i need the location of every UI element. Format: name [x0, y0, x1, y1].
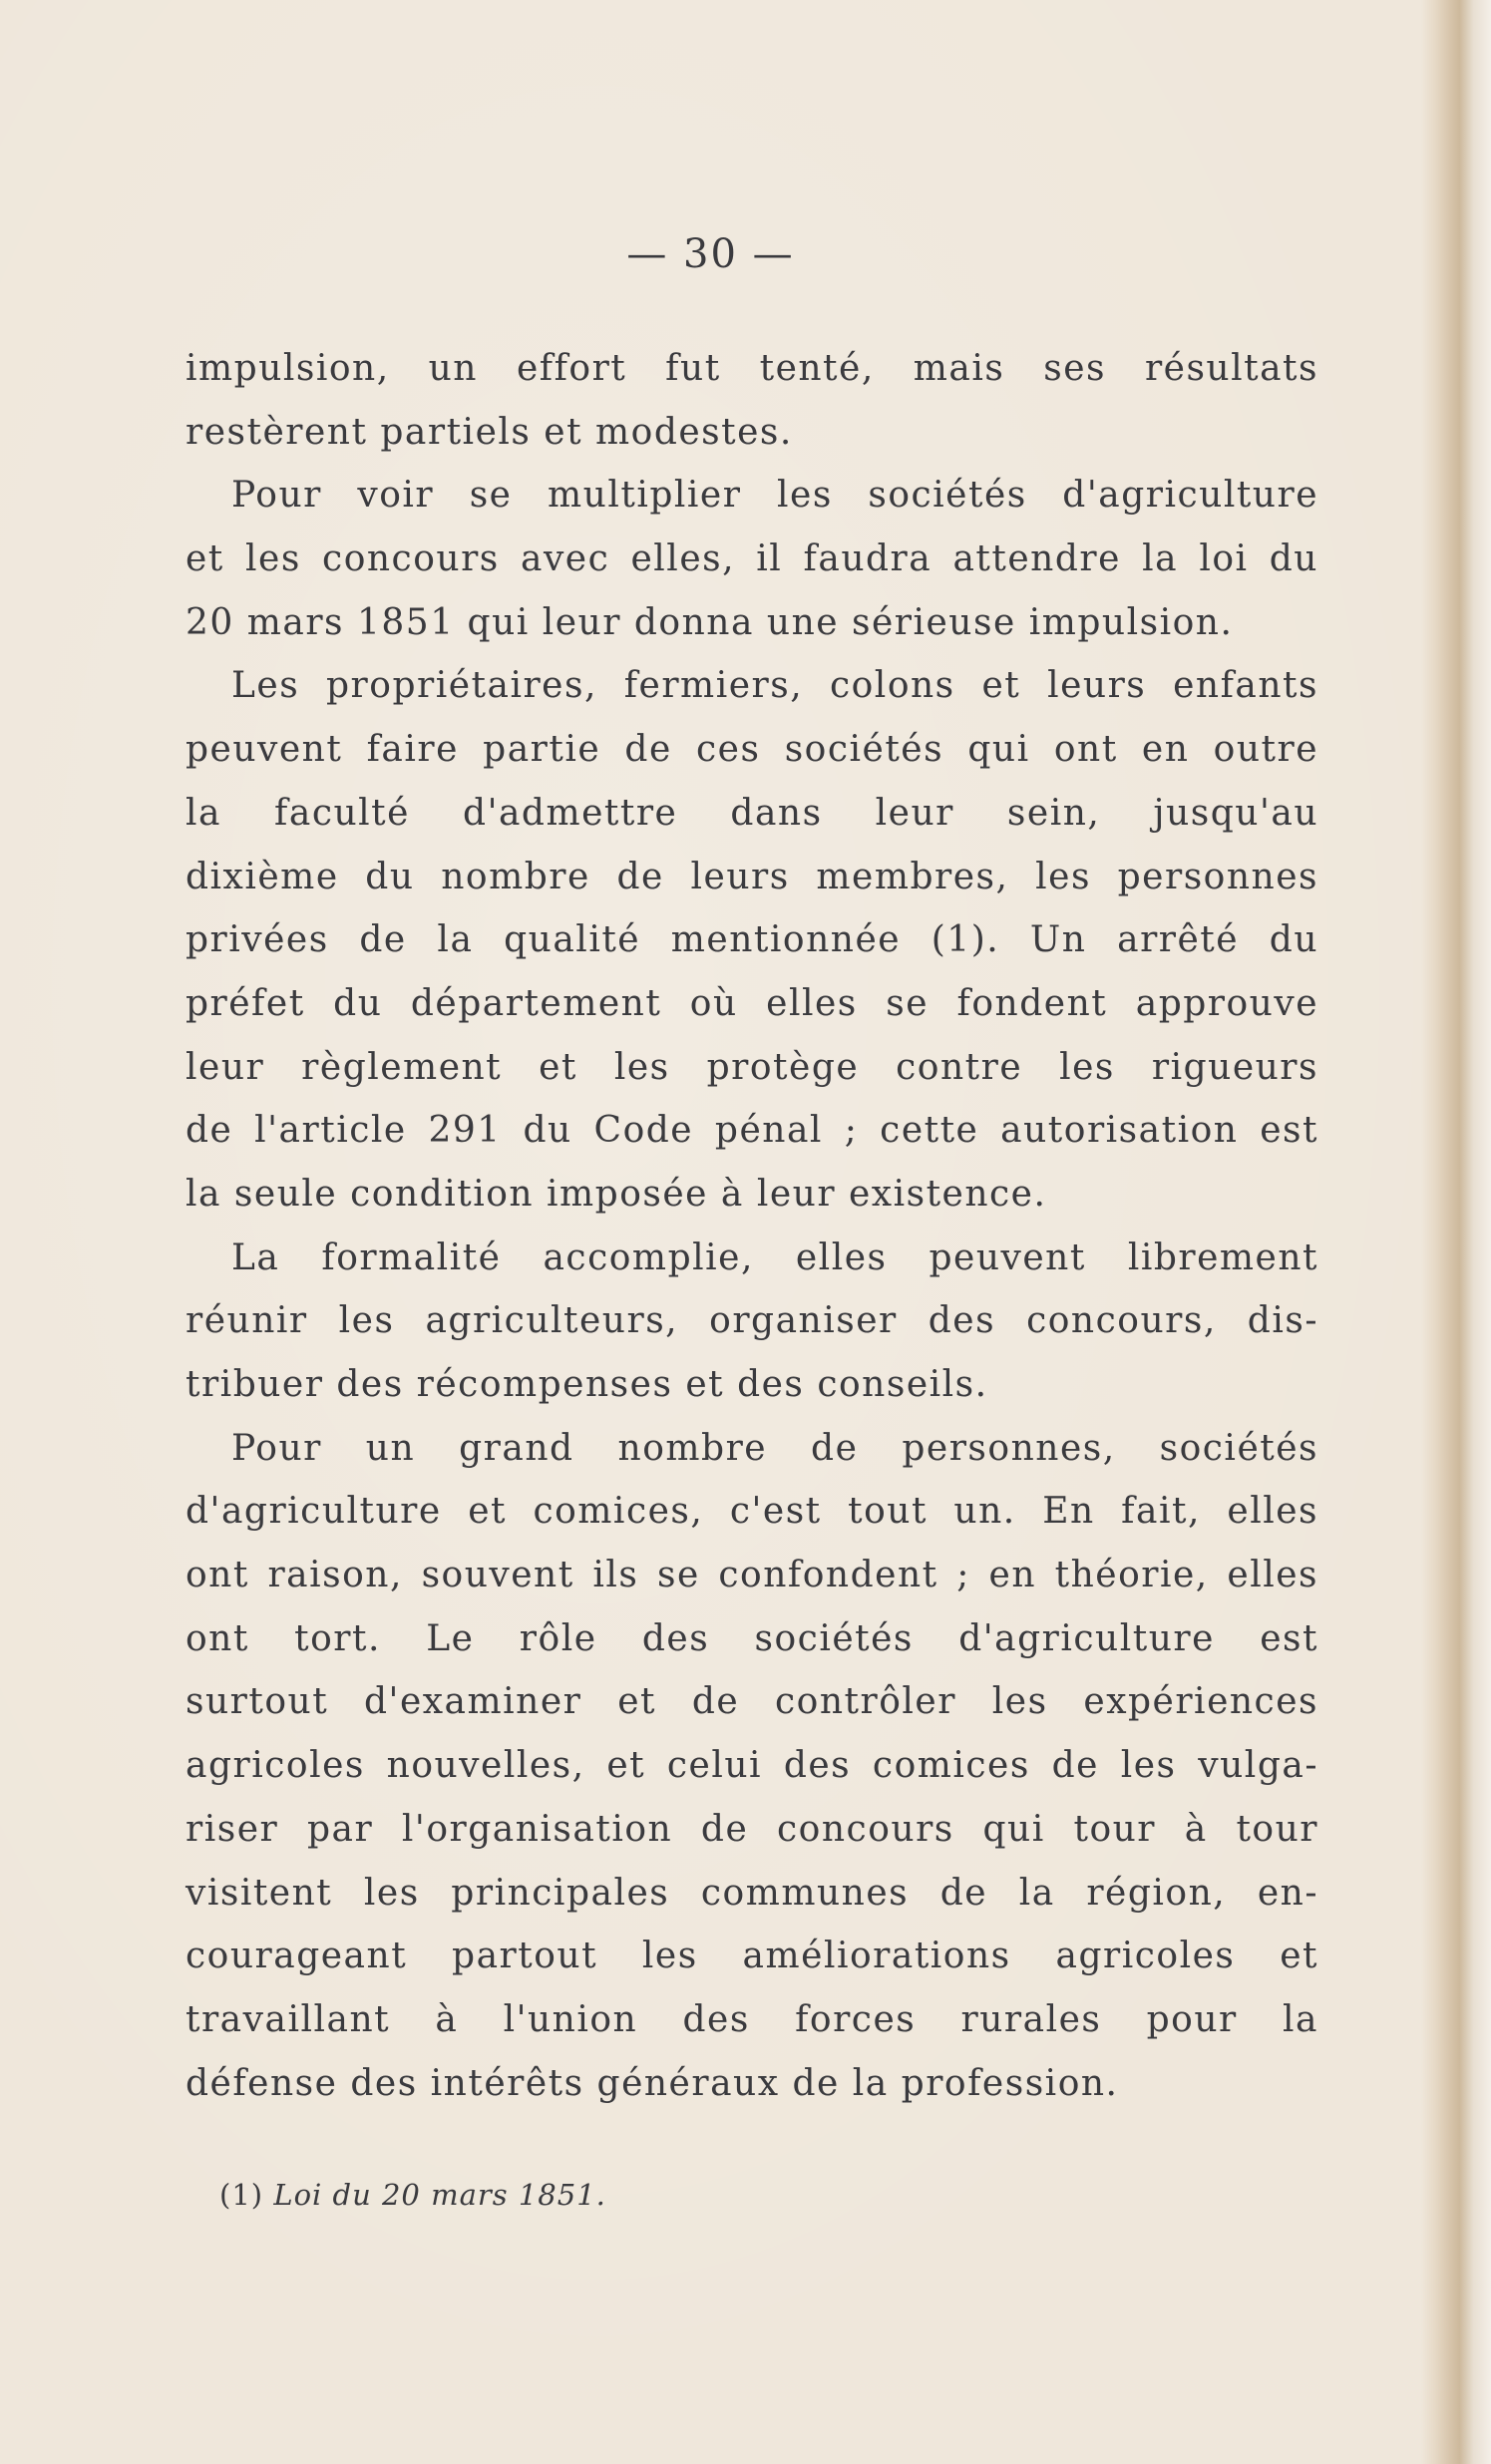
text-line: impulsion, un effort fut tenté, mais ses résultats	[186, 348, 1318, 389]
footnote	[219, 2178, 606, 2212]
text-line: visitent les principales communes de la région, en-	[186, 1872, 1318, 1914]
page-edge-shadow	[1421, 0, 1491, 2464]
text-line: leur règlement et les protège contre les rigueurs	[186, 1046, 1318, 1088]
text-line: défense des intérêts généraux de la profession.	[186, 2062, 1119, 2104]
text-line: préfet du département où elles se fondent approuve	[186, 982, 1318, 1024]
text-line: d'agriculture et comices, c'est tout un. En fait, elles	[186, 1491, 1318, 1533]
body-text	[186, 337, 1318, 2115]
footnote-text: Loi du 20 mars 1851.	[273, 2178, 606, 2212]
text-line: Pour un grand nombre de personnes, sociétés	[231, 1427, 1318, 1469]
text-line: peuvent faire partie de ces sociétés qui ont en outre	[186, 729, 1318, 771]
text-line: de l'article 291 du Code pénal ; cette autorisation est	[186, 1110, 1318, 1152]
text-line: ont raison, souvent ils se confondent ; en théorie, elles	[186, 1555, 1318, 1596]
text-line: Les propriétaires, fermiers, colons et leurs enfants	[231, 665, 1318, 707]
text-line: dixième du nombre de leurs membres, les personnes	[186, 856, 1318, 897]
text-line: réunir les agriculteurs, organiser des concours, dis-	[186, 1300, 1318, 1342]
text-line: riser par l'organisation de concours qui tour à tour	[186, 1808, 1318, 1850]
text-line: Pour voir se multiplier les sociétés d'agriculture	[231, 475, 1318, 517]
page-number: — 30 —	[626, 231, 795, 277]
text-line: 20 mars 1851 qui leur donna une sérieuse impulsion.	[186, 601, 1234, 643]
text-line: restèrent partiels et modestes.	[186, 411, 793, 453]
text-line: et les concours avec elles, il faudra attendre la loi du	[186, 538, 1318, 580]
text-line: privées de la qualité mentionnée (1). Un arrêté du	[186, 919, 1318, 961]
text-line: La formalité accomplie, elles peuvent librement	[231, 1236, 1318, 1278]
text-line: agricoles nouvelles, et celui des comices de les vulga-	[186, 1745, 1318, 1787]
text-line: courageant partout les améliorations agricoles et	[186, 1936, 1318, 1977]
text-line: surtout d'examiner et de contrôler les expériences	[186, 1681, 1318, 1723]
text-line: ont tort. Le rôle des sociétés d'agriculture est	[186, 1617, 1318, 1659]
text-line: travaillant à l'union des forces rurales pour la	[186, 1998, 1318, 2040]
text-line: la seule condition imposée à leur existence.	[186, 1173, 1047, 1215]
footnote-marker: (1)	[219, 2178, 264, 2212]
text-line: tribuer des récompenses et des conseils.	[186, 1364, 988, 1405]
text-line: la faculté d'admettre dans leur sein, jusqu'au	[186, 792, 1318, 834]
